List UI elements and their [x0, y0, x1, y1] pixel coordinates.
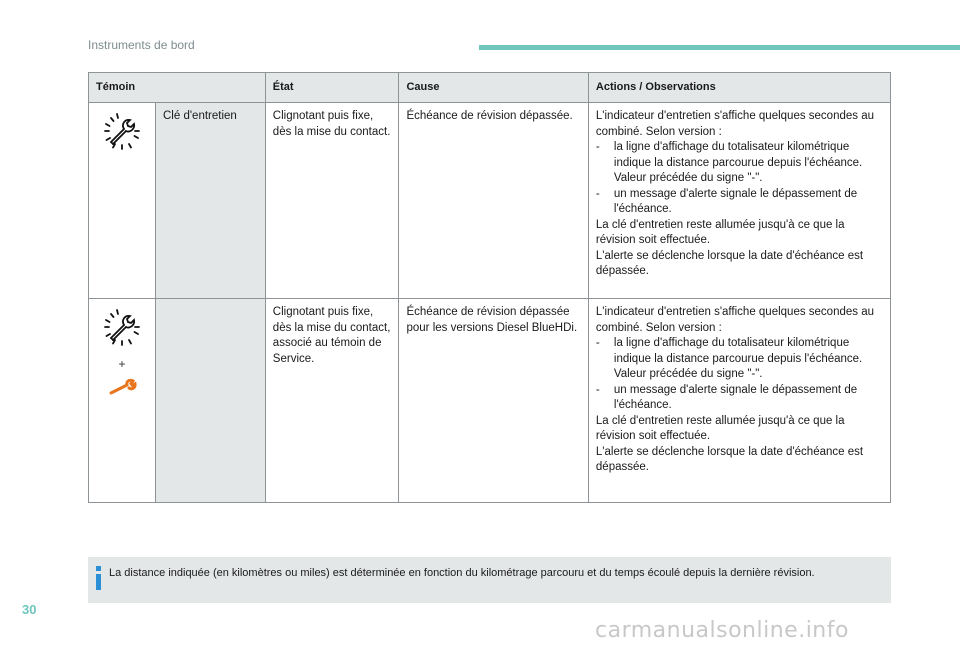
actions-outro: L'alerte se déclenche lorsque la date d'échéance est dépassée.: [595, 249, 864, 277]
actions-cell: [588, 299, 890, 503]
list-item: - un message d'alerte signale le dépassement de l'échéance.: [595, 187, 858, 215]
info-icon: [94, 566, 104, 590]
table-row: [89, 299, 891, 503]
warning-lights-table: [88, 72, 891, 503]
temoin-label-cell: Clé d'entretien: [156, 103, 266, 299]
actions-list: [596, 336, 883, 414]
list-marker: -: [595, 141, 600, 153]
actions-outro: La clé d'entretien reste allumée jusqu'à ce que la révision soit effectuée.: [595, 414, 845, 442]
table-header-row: [89, 73, 891, 103]
temoin-label-cell: [156, 299, 266, 503]
icon-cell: [89, 299, 156, 503]
column-header-actions: Actions / Observations: [588, 73, 890, 103]
cause-cell: Échéance de révision dépassée.: [399, 103, 588, 299]
etat-cell: Clignotant puis fixe, dès la mise du contact, associé au témoin de Service.: [265, 299, 399, 503]
section-title: Instruments de bord: [88, 38, 195, 52]
cause-cell: Échéance de révision dépassée pour les versions Diesel BlueHDi.: [399, 299, 588, 503]
wrench-warning-icon: [100, 109, 144, 153]
watermark: carmanualsonline.info: [595, 618, 849, 643]
title-accent-bar: [479, 45, 960, 50]
actions-list: [596, 140, 883, 218]
actions-cell: [588, 103, 890, 299]
table-row: [89, 103, 891, 299]
actions-intro: L'indicateur d'entretien s'affiche quelques secondes au combiné. Selon version :: [595, 110, 875, 138]
list-item: - un message d'alerte signale le dépassement de l'échéance.: [595, 383, 858, 411]
list-marker: -: [595, 383, 600, 396]
column-header-temoin: Témoin: [89, 73, 266, 103]
actions-outro: L'alerte se déclenche lorsque la date d'échéance est dépassée.: [595, 445, 864, 473]
list-marker: -: [595, 337, 600, 349]
info-note-text: La distance indiquée (en kilomètres ou miles) est déterminée en fonction du kilométrage parcouru et du temps écoulé depuis la dernière révision.: [109, 567, 815, 579]
actions-outro: La clé d'entretien reste allumée jusqu'à ce que la révision soit effectuée.: [595, 218, 845, 246]
etat-cell: Clignotant puis fixe, dès la mise du contact.: [265, 103, 399, 299]
column-header-cause: Cause: [399, 73, 588, 103]
actions-intro: L'indicateur d'entretien s'affiche quelques secondes au combiné. Selon version :: [595, 306, 875, 334]
plus-sign: +: [118, 357, 126, 371]
list-marker: -: [595, 187, 600, 200]
info-note: [88, 557, 891, 603]
wrench-warning-icon: [100, 305, 144, 349]
orange-wrench-icon: [107, 379, 137, 397]
column-header-etat: État: [265, 73, 399, 103]
icon-cell: [89, 103, 156, 299]
page-number: 30: [22, 602, 37, 617]
list-item: - la ligne d'affichage du totalisateur kilométrique indique la distance parcourue depuis l'échéance. Valeur précédée du signe "-".: [595, 337, 863, 380]
list-item: - la ligne d'affichage du totalisateur kilométrique indique la distance parcourue depuis l'échéance. Valeur précédée du signe "-".: [595, 141, 863, 184]
